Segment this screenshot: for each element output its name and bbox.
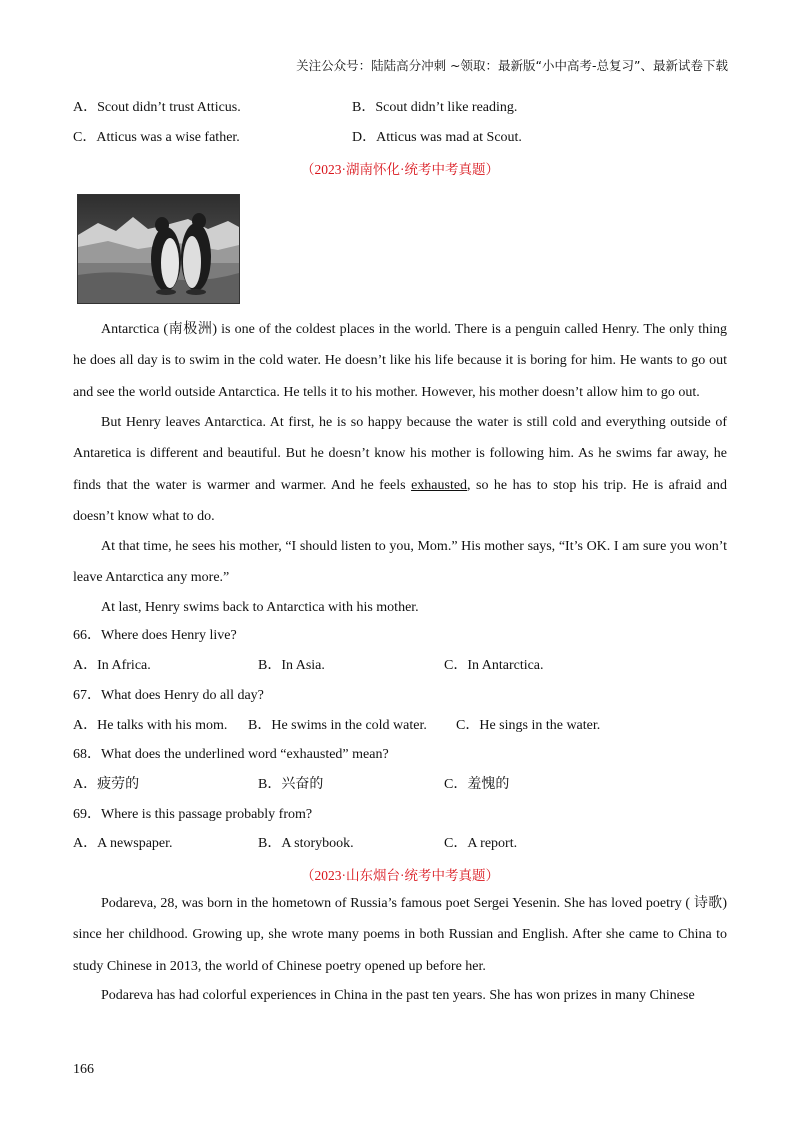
option-a: A．Scout didn’t trust Atticus.: [73, 100, 241, 115]
penguin-photo: [77, 194, 240, 304]
source-label-1: （2023·湖南怀化·统考中考真题）: [301, 162, 499, 177]
passage2-paragraph-2: Podareva has had colorful experiences in China in the past ten years. She has won prizes in many Chinese: [101, 988, 695, 1003]
underlined-word: exhausted: [411, 477, 468, 493]
passage1-paragraph-2: But Henry leaves Antarctica. At first, he is so happy because the water is still cold and everything outside of Antaretica is different and beautiful. But he doesn’t know his mother is following him. As he swims far away, he finds that the water is warmer and warmer. And he feels exhausted, so he has to stop his trip. He is afraid and doesn’t know what to do.: [73, 415, 727, 524]
question-69-option-c: C．A report.: [444, 836, 518, 851]
source-label-2: （2023·山东烟台·统考中考真题）: [301, 868, 499, 883]
question-67: 67．What does Henry do all day?: [73, 688, 264, 703]
question-68-option-a: A．疲劳的: [73, 777, 140, 792]
passage1-paragraph-3: At that time, he sees his mother, “I should listen to you, Mom.” His mother says, “It’s OK. I am sure you won’t leave Antarctica any more.”: [73, 539, 727, 586]
question-68-option-c: C．羞愧的: [444, 777, 510, 792]
question-69-option-a: A．A newspaper.: [73, 836, 173, 851]
question-68-option-b: B．兴奋的: [258, 777, 324, 792]
question-69-option-b: B．A storybook.: [258, 836, 354, 851]
question-67-option-a: A．He talks with his mom.: [73, 718, 228, 733]
page-header: 关注公众号：陆陆高分冲刺 ~领取：最新版“小中高考-总复习”、最新试卷下载: [296, 58, 728, 73]
question-67-option-b: B．He swims in the cold water.: [248, 718, 427, 733]
option-d: D．Atticus was mad at Scout.: [352, 130, 522, 145]
question-67-option-c: C．He sings in the water.: [456, 718, 601, 733]
page-number: 166: [73, 1062, 94, 1077]
option-c: C．Atticus was a wise father.: [73, 130, 240, 145]
question-68: 68．What does the underlined word “exhausted” mean?: [73, 747, 389, 762]
question-66-option-a: A．In Africa.: [73, 658, 151, 673]
option-b: B．Scout didn’t like reading.: [352, 100, 518, 115]
passage1-paragraph-1: Antarctica (南极洲) is one of the coldest places in the world. There is a penguin called Henry. The only thing he does all day is to swim in the cold water. He doesn’t like his life because it is boring for him. He wants to go out and see the world outside Antarctica. He tells it to his mother. However, his mother doesn’t allow him to go out.: [73, 322, 727, 400]
question-69: 69．Where is this passage probably from?: [73, 807, 313, 822]
passage1-paragraph-4: At last, Henry swims back to Antarctica with his mother.: [101, 600, 419, 615]
passage2-paragraph-1: Podareva, 28, was born in the hometown of Russia’s famous poet Sergei Yesenin. She has loved poetry ( 诗歌) since her childhood. Growing up, she wrote many poems in both Russian and English. After she came to China to study Chinese in 2013, the world of Chinese poetry opened up before her.: [73, 896, 727, 974]
question-66: 66．Where does Henry live?: [73, 628, 237, 643]
question-66-option-c: C．In Antarctica.: [444, 658, 544, 673]
question-66-option-b: B．In Asia.: [258, 658, 325, 673]
